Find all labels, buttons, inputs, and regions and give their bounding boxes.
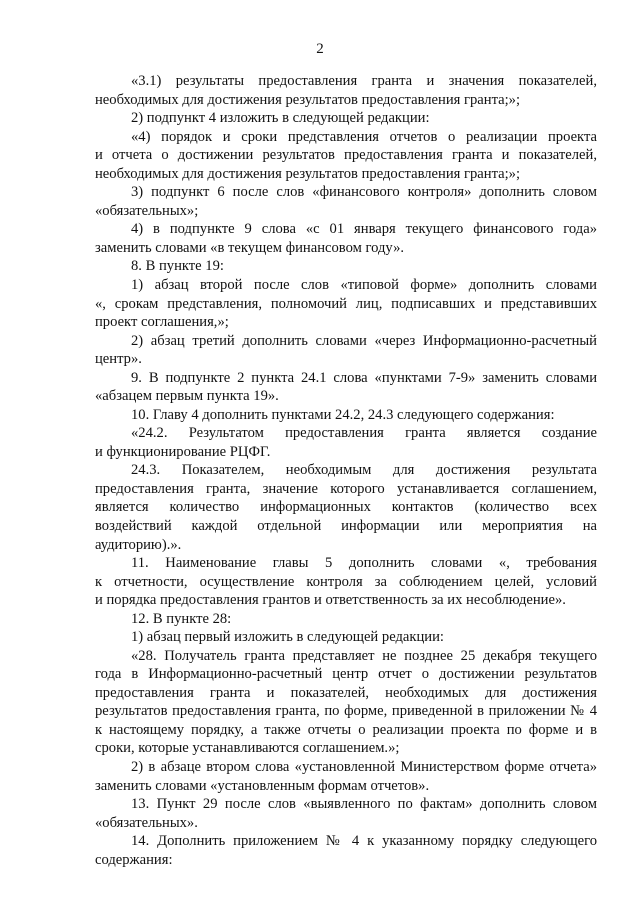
text-line: 2) абзац третий дополнить словами «через Информационно-расчетный	[131, 332, 597, 349]
text-line: «, срокам представления, полномочий лиц, подписавших и представивших	[95, 295, 597, 312]
text-line: является количество информационных контактов (количество всех	[95, 499, 597, 516]
text-line: 24.3. Показателем, необходимым для достижения результата	[131, 462, 597, 479]
text-line: заменить словами «в текущем финансовом году».	[95, 239, 405, 256]
text-line: и отчета о достижении результатов предоставления гранта и показателей,	[95, 147, 597, 164]
text-line: 14. Дополнить приложением № 4 к указанному порядку следующего	[131, 833, 597, 850]
page-number: 2	[316, 41, 324, 57]
text-line: к настоящему порядку, а также отчеты о реализации проекта по форме и в	[95, 721, 597, 738]
text-line: 2) подпункт 4 изложить в следующей редакции:	[131, 110, 430, 127]
text-line: «3.1) результаты предоставления гранта и значения показателей,	[131, 73, 597, 89]
text-line: «обязательных»;	[95, 202, 199, 219]
text-line: года в Информационно-расчетный центр отчет о достижении результатов	[95, 666, 597, 683]
text-line: 9. В подпункте 2 пункта 24.1 слова «пунктами 7-9» заменить словами	[131, 369, 597, 386]
text-line: предоставления гранта, значение которого устанавливается соглашением,	[95, 480, 597, 497]
text-line: сроки, которые устанавливаются соглашением.»;	[95, 740, 400, 757]
text-line: воздействий каждой отдельной информации или мероприятия на	[95, 518, 597, 534]
text-line: предоставления гранта и показателей, необходимых для достижения	[95, 684, 597, 701]
text-line: 13. Пункт 29 после слов «выявленного по фактам» дополнить словом	[131, 796, 597, 813]
text-line: 8. В пункте 19:	[131, 258, 224, 275]
text-line: результатов предоставления гранта, по форме, приведенной в приложении № 4	[95, 703, 597, 720]
text-line: и порядка предоставления грантов и ответственность за их несоблюдение».	[95, 592, 566, 609]
text-line: 11. Наименование главы 5 дополнить словами «, требования	[131, 555, 597, 571]
text-line: 1) абзац первый изложить в следующей редакции:	[131, 629, 444, 646]
text-line: «28. Получатель гранта представляет не позднее 25 декабря текущего	[131, 647, 597, 664]
text-line: аудиторию).».	[95, 536, 182, 553]
text-line: 10. Главу 4 дополнить пунктами 24.2, 24.3 следующего содержания:	[131, 406, 555, 423]
text-line: 2) в абзаце втором слова «установленной Министерством форме отчета»	[131, 759, 597, 775]
text-line: заменить словами «установленным формам отчетов».	[95, 777, 430, 794]
text-line: 12. В пункте 28:	[131, 610, 232, 627]
text-line: к отчетности, осуществление контроля за соблюдением целей, условий	[95, 573, 597, 590]
text-line: и функционирование РЦФГ.	[95, 443, 271, 460]
text-line: центр».	[95, 351, 142, 368]
text-line: «4) порядок и сроки представления отчетов о реализации проекта	[131, 128, 597, 145]
text-line: 1) абзац второй после слов «типовой форме» дополнить словами	[131, 276, 597, 293]
text-line: «24.2. Результатом предоставления гранта является создание	[131, 425, 597, 442]
text-line: содержания:	[95, 851, 173, 868]
text-line: «обязательных».	[95, 814, 198, 831]
text-line: необходимых для достижения результатов предоставления гранта;»;	[95, 165, 521, 182]
text-line: «абзацем первым пункта 19».	[95, 388, 279, 405]
text-line: проект соглашения,»;	[95, 314, 229, 330]
text-line: 4) в подпункте 9 слова «с 01 января текущего финансового года»	[131, 221, 597, 238]
text-line: 3) подпункт 6 после слов «финансового контроля» дополнить словом	[131, 184, 597, 201]
text-line: необходимых для достижения результатов предоставления гранта;»;	[95, 91, 521, 108]
